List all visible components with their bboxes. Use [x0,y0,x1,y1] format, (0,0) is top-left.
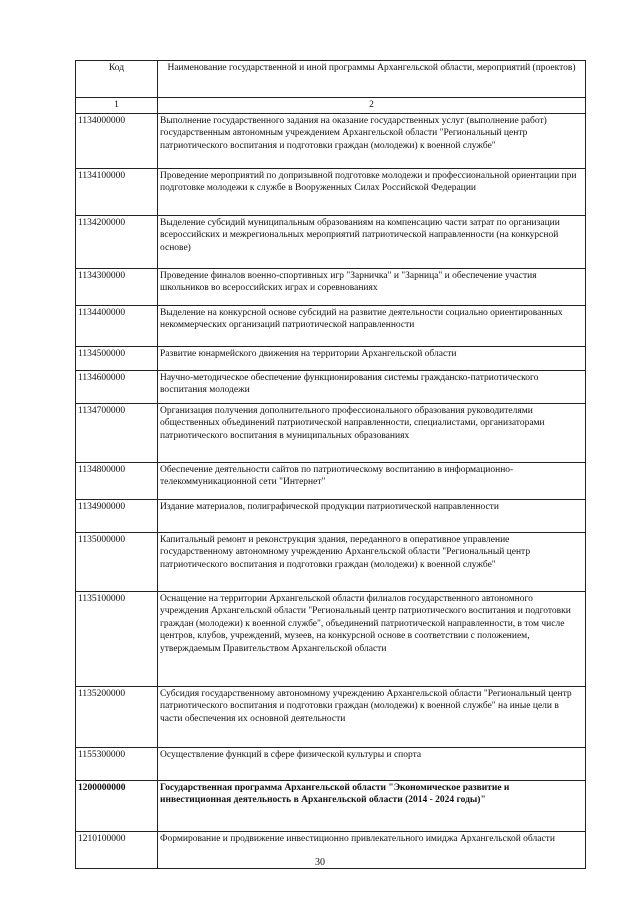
header-row [76,61,586,98]
table-row [76,113,586,168]
program-code: 1134400000 [76,305,158,346]
program-code: 1134200000 [76,215,158,268]
program-name: Осуществление функций в сфере физической культуры и спорта [158,747,586,780]
table-row [76,499,586,532]
program-name: Капитальный ремонт и реконструкция здания, переданного в оперативное управление государственному автономному учреждению Архангельской области "Региональный центр патриотического воспитания и подготовки граждан (молодежи) к военной службе" [158,532,586,591]
program-name: Субсидия государственному автономному учреждению Архангельской области "Региональный центр патриотического воспитания и подготовки граждан (молодежи) к военной службе" на иные цели в части обеспечения их основной деятельности [158,686,586,747]
program-code: 1134000000 [76,113,158,168]
program-name: Обеспечение деятельности сайтов по патриотическому воспитанию в информационно-телекоммуникационной сети "Интернет" [158,462,586,499]
program-code: 1155300000 [76,747,158,780]
column-number-1: 1 [76,98,158,114]
program-code: 1134500000 [76,346,158,370]
program-name: Научно-методическое обеспечение функционирования системы гражданско-патриотического воспитания молодежи [158,370,586,403]
table-row [76,346,586,370]
program-code: 1200000000 [76,780,158,831]
program-name: Проведение мероприятий по допризывной подготовке молодежи и профессиональной ориентации при подготовке молодежи к службе в Вооруженных Силах Российской Федерации [158,168,586,215]
table-row [76,780,586,831]
program-code: 1135000000 [76,532,158,591]
program-name: Выделение субсидий муниципальным образованиям на компенсацию части затрат по организации всероссийских и межрегиональных мероприятий патриотической направленности (на конкурсной основе) [158,215,586,268]
header-code: Код [76,61,158,98]
program-name: Издание материалов, полиграфической продукции патриотической направленности [158,499,586,532]
program-name: Организация получения дополнительного профессионального образования руководителями общественных объединений патриотической направленности, специалистами, организаторами патриотического воспитания в муниципальных образованиях [158,403,586,462]
program-name: Оснащение на территории Архангельской области филиалов государственного автономного учреждения Архангельской области "Региональный центр патриотического воспитания и подготовки граждан (молодежи) к военной службе", объединений патриотической направленности, в том числе центров, клубов, учреждений, музеев, на конкурсной основе в соответствии с положением, утверждаемым Правительством Архангельской области [158,591,586,686]
program-name: Государственная программа Архангельской области "Экономическое развитие и инвестиционная деятельность в Архангельской области (2014 - 2024 годы)" [158,780,586,831]
program-code: 1135200000 [76,686,158,747]
table-row [76,532,586,591]
table-row [76,268,586,305]
table-row [76,168,586,215]
table-row [76,686,586,747]
program-code: 1210100000 [76,831,158,868]
program-code: 1134900000 [76,499,158,532]
table-row [76,403,586,462]
table-row [76,215,586,268]
program-name: Выделение на конкурсной основе субсидий на развитие деятельности социально ориентированных некоммерческих организаций патриотической направленности [158,305,586,346]
column-number-2: 2 [158,98,586,114]
table-row [76,305,586,346]
program-code: 1135100000 [76,591,158,686]
program-name: Развитие юнармейского движения на территории Архангельской области [158,346,586,370]
program-name: Выполнение государственного задания на оказание государственных услуг (выполнение работ) государственным автономным учреждением Архангельской области "Региональный центр патриотического воспитания и подготовки граждан (молодежи) к военной службе" [158,113,586,168]
page-number: 30 [315,857,325,868]
table-row [76,462,586,499]
program-codes-table [75,60,586,869]
program-code: 1134800000 [76,462,158,499]
header-name: Наименование государственной и иной программы Архангельской области, мероприятий (проектов) [158,61,586,98]
program-code: 1134600000 [76,370,158,403]
program-code: 1134700000 [76,403,158,462]
table-row [76,747,586,780]
table-row [76,370,586,403]
program-name: Формирование и продвижение инвестиционно привлекательного имиджа Архангельской области [158,831,586,868]
program-code: 1134300000 [76,268,158,305]
program-name: Проведение финалов военно-спортивных игр "Зарничка" и "Зарница" и обеспечение участия школьников во всероссийских играх и соревнованиях [158,268,586,305]
table-row [76,591,586,686]
column-number-row [76,98,586,114]
program-code: 1134100000 [76,168,158,215]
